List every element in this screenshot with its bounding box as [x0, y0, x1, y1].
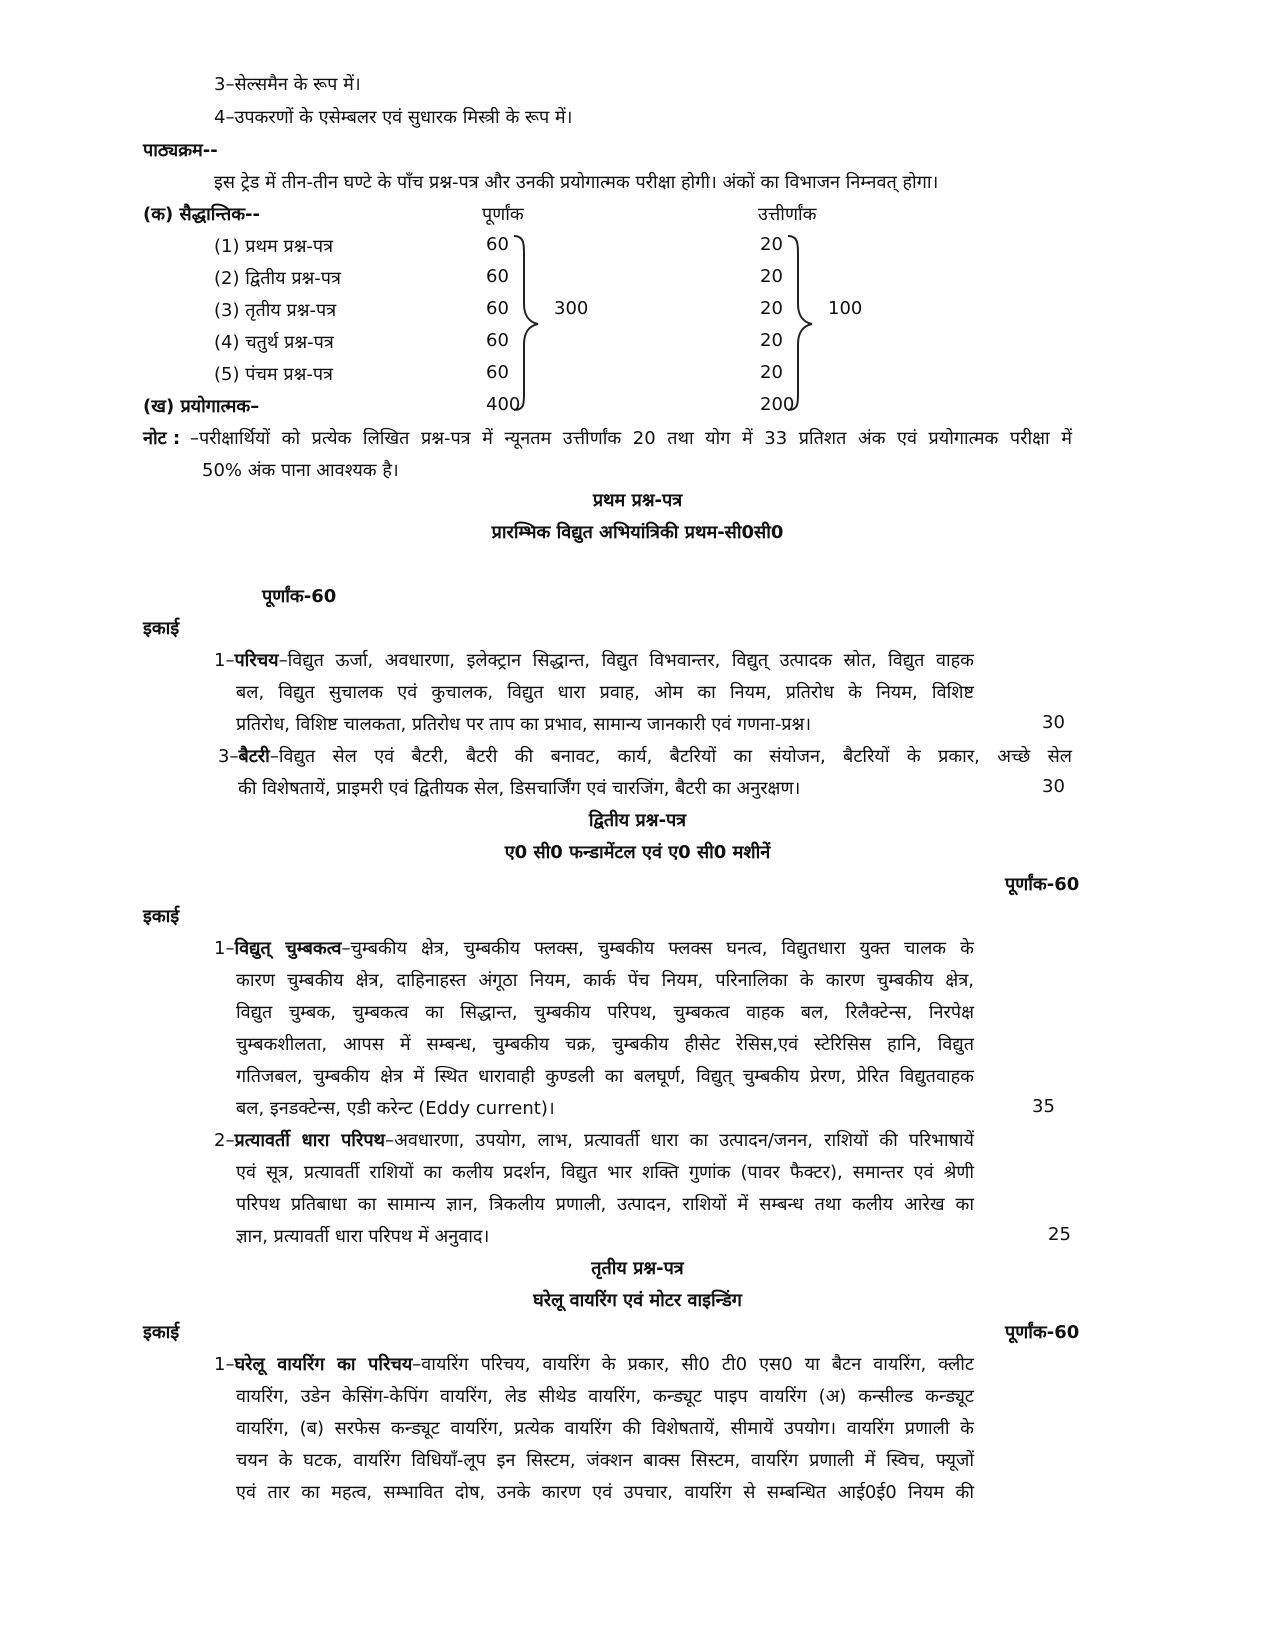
paper-row-4-name: (4) चतुर्थ प्रश्न-पत्र [214, 332, 334, 353]
practical-pass: 200 [760, 394, 795, 415]
paper-row-2-name: (2) द्वितीय प्रश्न-पत्र [214, 268, 341, 289]
paper-row-4-full: 60 [486, 330, 509, 351]
paper-row-3-full: 60 [486, 298, 509, 319]
syllabus-heading: पाठ्यक्रम-- [143, 140, 218, 161]
paper2-unit1-line2: कारण चुम्बकीय क्षेत्र, दाहिनाहस्त अंगूठा नियम, कार्क पेंच नियम, परिनालिका के कारण चुम्बकीय क्षेत्र, [236, 970, 974, 991]
paper1-full-marks: पूर्णांक-60 [262, 586, 337, 607]
theory-total-pass: 100 [828, 298, 863, 319]
paper3-heading: तृतीय प्रश्न-पत्र [591, 1258, 684, 1279]
theory-label: (क) सैद्धान्तिक-- [143, 204, 260, 225]
paper2-unit-label: इकाई [143, 906, 180, 927]
paper2-title: ए0 सी0 फन्डामेंटल एवं ए0 सी0 मशीनें [504, 842, 771, 863]
pass-marks-brace [786, 234, 820, 414]
paper2-unit1-line4: चुम्बकशीलता, आपस में सम्बन्ध, चुम्बकीय चक्र, चुम्बकीय हीसेट रेसिस,एवं स्टेरिसिस हानि, विद्युत [236, 1034, 974, 1055]
paper3-unit1-line4: चयन के घटक, वायरिंग विधियाँ-लूप इन सिस्टम, जंक्शन बाक्स सिस्टम, वायरिंग प्रणाली में स्विच, फ्यूजों [236, 1450, 974, 1471]
full-marks-brace [512, 234, 546, 414]
paper3-title: घरेलू वायरिंग एवं मोटर वाइन्डिंग [533, 1290, 742, 1311]
paper1-unit3-line2: की विशेषतायें, प्राइमरी एवं द्वितीयक सेल, डिसचार्जिंग एवं चारजिंग, बैटरी का अनुरक्षण। [238, 778, 801, 799]
paper1-unit-label: इकाई [143, 618, 180, 639]
practical-full: 400 [486, 394, 521, 415]
paper1-unit1-line3: प्रतिरोध, विशिष्ट चालकता, प्रतिरोध पर ताप का प्रभाव, सामान्य जानकारी एवं गणना-प्रश्न। [236, 714, 812, 735]
paper1-unit3-line1: 3–बैटरी–विद्युत सेल एवं बैटरी, बैटरी की बनावट, कार्य, बैटरियों का संयोजन, बैटरियों के प्रकार, अच्छे सेल [218, 746, 1072, 767]
paper-row-3-name: (3) तृतीय प्रश्न-पत्र [214, 300, 337, 321]
paper3-unit1-line5: एवं तार का महत्व, सम्भावित दोष, उनके कारण एवं उपचार, वायरिंग से सम्बन्धित आई0ई0 नियम की [236, 1482, 974, 1503]
paper-row-5-name: (5) पंचम प्रश्न-पत्र [214, 364, 333, 385]
paper-row-5-full: 60 [486, 362, 509, 383]
col-pass-marks: उत्तीर्णांक [758, 204, 817, 225]
paper2-unit1-line6: बल, इनडक्टेन्स, एडी करेन्ट (Eddy current)। [236, 1098, 555, 1119]
paper1-unit3-marks: 30 [1042, 776, 1065, 797]
paper-row-3-pass: 20 [760, 298, 783, 319]
paper3-full-marks: पूर्णांक-60 [1005, 1322, 1080, 1343]
paper-row-4-pass: 20 [760, 330, 783, 351]
paper2-unit2-line1: 2–प्रत्यावर्ती धारा परिपथ–अवधारणा, उपयोग, लाभ, प्रत्यावर्ती धारा का उत्पादन/जनन, राशियों की परिभाषायें [214, 1130, 974, 1151]
theory-total-full: 300 [554, 298, 589, 319]
paper-row-2-pass: 20 [760, 266, 783, 287]
paper-row-5-pass: 20 [760, 362, 783, 383]
paper-row-1-full: 60 [486, 234, 509, 255]
paper1-unit1-marks: 30 [1042, 712, 1065, 733]
note-line-2: 50% अंक पाना आवश्यक है। [202, 460, 399, 481]
paper1-heading: प्रथम प्रश्न-पत्र [592, 490, 683, 511]
practical-label: (ख) प्रयोगात्मक– [143, 396, 260, 417]
paper2-unit1-marks: 35 [1032, 1096, 1055, 1117]
paper2-unit1-line5: गतिजबल, चुम्बकीय क्षेत्र में स्थित धारावाही कुण्डली का बलघूर्ण, विद्युत् चुम्बकीय प्रेरण, प्रेरित विद्युतवाहक [236, 1066, 974, 1087]
paper-row-1-pass: 20 [760, 234, 783, 255]
intro-item-3: 3–सेल्समैन के रूप में। [214, 74, 361, 95]
paper2-unit2-marks: 25 [1048, 1224, 1071, 1245]
paper2-unit2-line2: एवं सूत्र, प्रत्यावर्ती राशियों का कलीय प्रदर्शन, विद्युत भार शक्ति गुणांक (पावर फैक्टर), समान्तर एवं श्रेणी [236, 1162, 974, 1183]
paper1-unit1-line1: 1–परिचय–विद्युत ऊर्जा, अवधारणा, इलेक्ट्रान सिद्धान्त, विद्युत विभवान्तर, विद्युत् उत्पादक स्रोत, विद्युत वाहक [214, 650, 974, 671]
paper1-unit1-line2: बल, विद्युत सुचालक एवं कुचालक, विद्युत धारा प्रवाह, ओम का नियम, प्रतिरोध के नियम, विशिष्ट [236, 682, 974, 703]
paper2-heading: द्वितीय प्रश्न-पत्र [588, 810, 687, 831]
syllabus-description: इस ट्रेड में तीन-तीन घण्टे के पाँच प्रश्न-पत्र और उनकी प्रयोगात्मक परीक्षा होगी। अंकों का विभाजन निम्नवत् होगा। [214, 172, 939, 193]
note-line-1: –परीक्षार्थियों को प्रत्येक लिखित प्रश्न-पत्र में न्यूनतम उत्तीर्णांक 20 तथा योग में 33 प्रतिशत अंक एवं प्रयोगात्मक परीक्षा में [190, 428, 1072, 449]
paper2-unit1-line3: विद्युत चुम्बक, चुम्बकत्व का सिद्धान्त, चुम्बकीय परिपथ, चुम्बकत्व वाहक बल, रिलैक्टेन्स, निरपेक्ष [236, 1002, 974, 1023]
col-full-marks: पूर्णांक [482, 204, 524, 225]
paper3-unit1-line3: वायरिंग, (ब) सरफेस कन्ड्यूट वायरिंग, प्रत्येक वायरिंग की विशेषतायें, सीमायें उपयोग। वायरिंग प्रणाली के [236, 1418, 974, 1439]
paper-row-1-name: (1) प्रथम प्रश्न-पत्र [214, 236, 334, 257]
paper3-unit-label: इकाई [143, 1322, 180, 1343]
note-label: नोट : [143, 428, 181, 449]
paper2-unit2-line4: ज्ञान, प्रत्यावर्ती धारा परिपथ में अनुवाद। [236, 1226, 490, 1247]
intro-item-4: 4–उपकरणों के एसेम्बलर एवं सुधारक मिस्त्री के रूप में। [214, 107, 573, 128]
paper2-unit2-line3: परिपथ प्रतिबाधा का सामान्य ज्ञान, त्रिकलीय प्रणाली, उत्पादन, राशियों में सम्बन्ध तथा कलीय आरेख का [236, 1194, 974, 1215]
paper3-unit1-line1: 1–घरेलू वायरिंग का परिचय–वायरिंग परिचय, वायरिंग के प्रकार, सी0 टी0 एस0 या बैटन वायरिंग, क्लीट [214, 1354, 975, 1375]
paper3-unit1-line2: वायरिंग, उडेन केसिंग-केपिंग वायरिंग, लेड सीथेड वायरिंग, कन्ड्यूट पाइप वायरिंग (अ) कन्सील्ड कन्ड्यूट [236, 1386, 974, 1407]
paper1-title: प्रारम्भिक विद्युत अभियांत्रिकी प्रथम-सी0सी0 [491, 522, 784, 543]
paper2-unit1-line1: 1–विद्युत् चुम्बकत्व–चुम्बकीय क्षेत्र, चुम्बकीय फ्लक्स, चुम्बकीय फ्लक्स घनत्व, विद्युतधारा युक्त चालक के [214, 938, 974, 959]
paper2-full-marks: पूर्णांक-60 [1005, 874, 1080, 895]
paper-row-2-full: 60 [486, 266, 509, 287]
